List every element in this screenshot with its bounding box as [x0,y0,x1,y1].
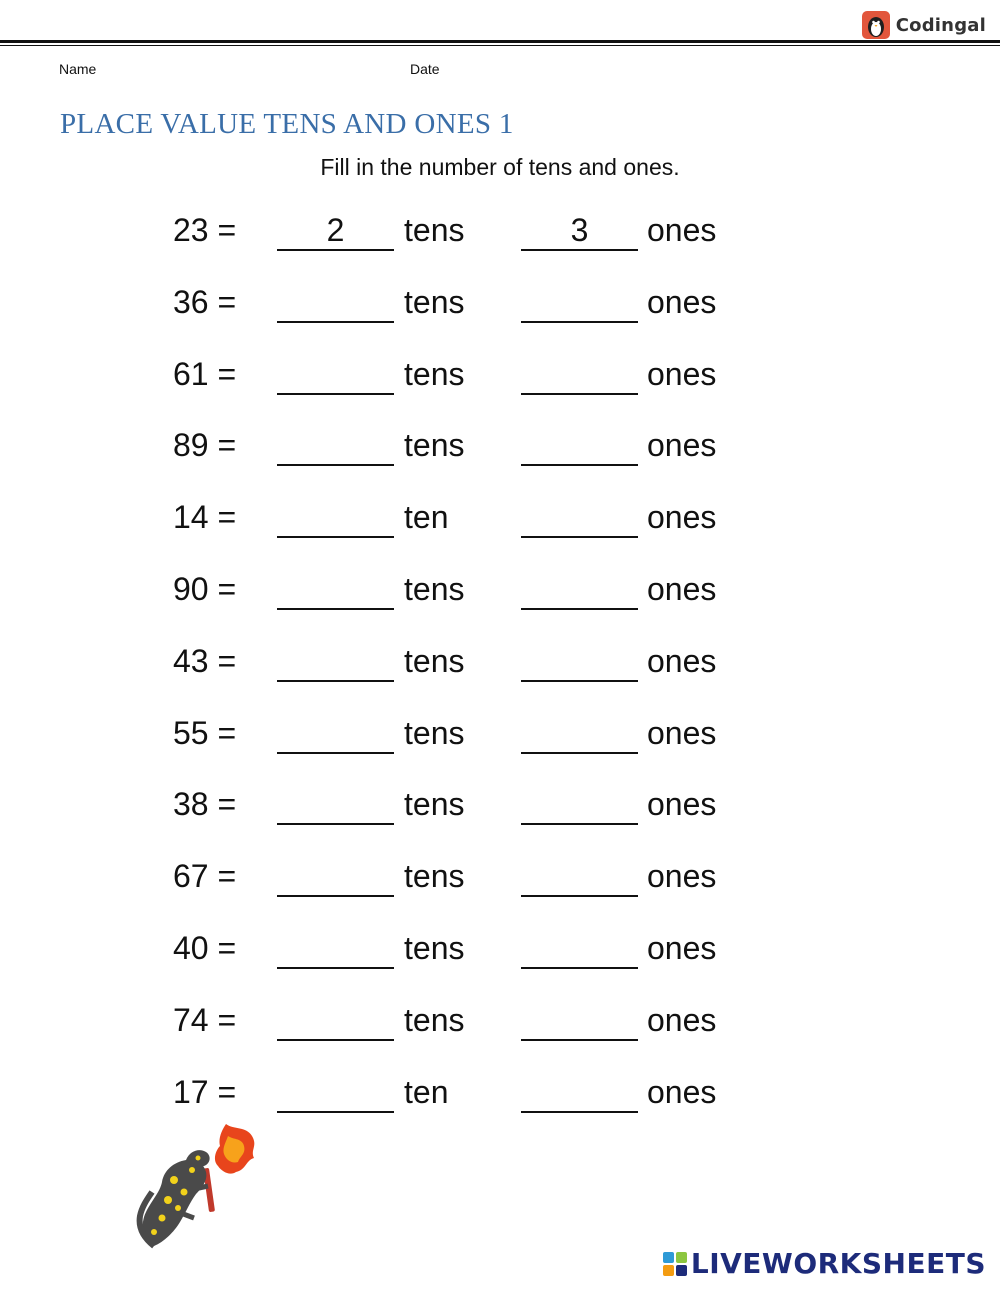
ones-answer-field[interactable] [521,212,638,251]
problem-number: 90 = [173,570,237,607]
ones-answer-field[interactable] [521,858,638,897]
problem-number: 61 = [173,355,237,392]
problem-row [0,350,1000,422]
problem-number: 38 = [173,786,237,823]
problem-list [0,206,1000,1139]
problem-row [0,709,1000,781]
problem-row [0,637,1000,709]
problem-number: 23 = [173,212,237,248]
ones-answer-field[interactable] [521,284,638,323]
problem-number: 40 = [173,929,237,966]
ones-unit-label: ones [647,858,717,895]
fire-salamander-icon [134,1120,264,1250]
ones-answer-field[interactable] [521,930,638,969]
ones-answer-field[interactable] [521,356,638,395]
tens-unit-label: tens [404,212,465,248]
brand-name: Codingal [895,14,986,36]
tens-answer-field[interactable] [277,786,394,825]
problem-row [0,996,1000,1068]
instruction-text: Fill in the number of tens and ones. [320,154,680,180]
ones-answer-field[interactable] [521,427,638,466]
tens-answer-field[interactable] [277,284,394,323]
ones-unit-label: ones [647,212,717,248]
problem-number: 89 = [173,427,237,464]
ones-unit-label: ones [647,427,717,464]
tens-unit-label: tens [404,642,465,679]
problem-number: 36 = [173,283,237,320]
tens-answer-field[interactable] [277,643,394,682]
problem-row [0,421,1000,493]
tens-unit-label: tens [404,427,465,464]
tens-unit-label: tens [404,858,465,895]
name-label: Name [59,61,97,77]
liveworksheets-name: LIVEWORKSHEETS [690,1247,986,1280]
tens-answer-field[interactable] [277,356,394,395]
tens-unit-label: tens [404,570,465,607]
ones-answer-field[interactable] [521,715,638,754]
ones-unit-label: ones [647,929,717,966]
tens-unit-label: tens [404,714,465,751]
problem-number: 67 = [173,858,237,895]
ones-unit-label: ones [647,283,717,320]
ones-answer-field[interactable] [521,499,638,538]
tens-unit-label: tens [404,283,465,320]
problem-row [0,278,1000,350]
tens-answer-field[interactable] [277,499,394,538]
problem-row [0,493,1000,565]
tens-answer-field[interactable] [277,930,394,969]
problem-number: 74 = [173,1001,237,1038]
tens-unit-label: tens [404,355,465,392]
ones-answer-field[interactable] [521,1074,638,1113]
problem-row [0,924,1000,996]
tens-answer-field[interactable] [277,1074,394,1113]
ones-unit-label: ones [647,1001,717,1038]
tens-answer-field[interactable] [277,715,394,754]
problem-number: 14 = [173,499,237,536]
tens-answer-field[interactable] [277,212,394,251]
header-rule [0,40,1000,43]
ones-unit-label: ones [647,1073,717,1110]
penguin-icon [862,11,890,39]
tens-unit-label: tens [404,786,465,823]
tens-answer-field[interactable] [277,427,394,466]
problem-number: 43 = [173,642,237,679]
problem-row [0,780,1000,852]
worksheet-title: PLACE VALUE TENS AND ONES 1 [60,108,514,140]
problem-number: 55 = [173,714,237,751]
ones-answer-field[interactable] [521,643,638,682]
ones-unit-label: ones [647,786,717,823]
header-rule-thin [0,45,1000,46]
ones-answer-field[interactable] [521,1002,638,1041]
ones-unit-label: ones [647,499,717,536]
problem-row [0,206,1000,278]
tens-unit-label: ten [404,1073,449,1110]
tens-unit-label: tens [404,929,465,966]
ones-unit-label: ones [647,570,717,607]
ones-unit-label: ones [647,642,717,679]
ones-answer-field[interactable] [521,786,638,825]
ones-unit-label: ones [647,355,717,392]
liveworksheets-logo-icon [663,1252,687,1276]
tens-answer-field[interactable] [277,858,394,897]
codingal-brand [862,10,986,40]
tens-answer-field[interactable] [277,571,394,610]
tens-answer-field[interactable] [277,1002,394,1041]
date-label: Date [410,61,440,77]
tens-unit-label: ten [404,499,449,536]
liveworksheets-brand [663,1247,986,1280]
problem-row [0,852,1000,924]
problem-row [0,565,1000,637]
ones-answer-field[interactable] [521,571,638,610]
problem-number: 17 = [173,1073,237,1110]
ones-unit-label: ones [647,714,717,751]
tens-unit-label: tens [404,1001,465,1038]
